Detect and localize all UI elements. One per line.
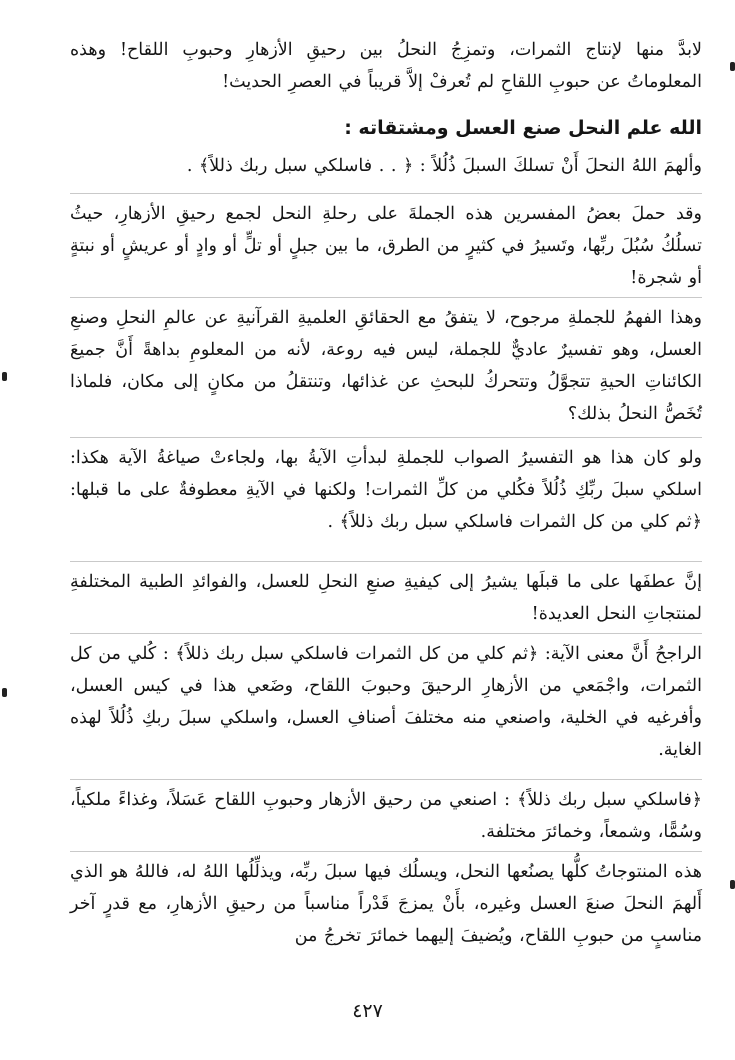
intro-paragraph [70, 34, 702, 98]
paragraph-4 [70, 442, 702, 538]
paragraph-text: وهذا الفهمُ للجملةِ مرجوح، لا يتفقُ مع الحقائقِ العلميةِ القرآنيةِ عن عالمِ النحلِ وصنعِ العسل، وهو تفسيرٌ عاديٌّ للجملة، ليس فيه روعة، لأنه من المعلومِ بداهةً أَنَّ جميعَ الكائناتِ الحيةِ تتجوَّلُ وتتحركُ للبحثِ عن غذائها، وتنتقلُ من مكانٍ إلى مكان، فلماذا تُخَصُّ النحلُ بذلك؟ [70, 308, 702, 424]
paragraph-7 [70, 784, 702, 848]
paragraph-divider [70, 779, 702, 780]
scan-edge-mark [730, 880, 735, 889]
paragraph-text: وقد حملَ بعضُ المفسرين هذه الجملةَ على رحلةِ النحل لجمع رحيقِ الأزهارِ، حيثُ تسلُكُ سُبُلَ ربِّها، وتَسيرُ في كثيرٍ من الطرق، ما بين جبلٍ أو تلٍّ أو وادٍ أو عريشٍ أو نبتةٍ أو شجرة! [70, 204, 702, 288]
paragraph-text: الراجحُ أَنَّ معنى الآية: ﴿ثم كلي من كل الثمرات فاسلكي سبل ربك ذللاً﴾ : كُلي من كل الثمرات، واجْمَعي من الأزهارِ الرحيقَ وحبوبَ اللقاح، وضَعي هذا في كيس العسل، وأفرغيه في الخلية، واصنعي منه مختلفَ أصنافِ العسل، واسلكي سبلَ ربكِ ذُلُلاً لهذه الغاية. [70, 644, 702, 760]
paragraph-divider [70, 561, 702, 562]
page-number: ٤٢٧ [352, 1000, 383, 1022]
paragraph-3 [70, 302, 702, 430]
scan-edge-mark [2, 688, 7, 697]
intro-text: لابدَّ منها لإنتاج الثمرات، وتمزِجُ النحلُ بين رحيقِ الأزهارِ وحبوبِ اللقاح! وهذه المعلوماتُ عن حبوبِ اللقاحِ لم تُعرفْ إلاَّ قريباً في العصرِ الحديث! [70, 40, 702, 92]
paragraph-6 [70, 638, 702, 766]
paragraph-text: هذه المنتوجاتُ كلُّها يصنُعها النحل، ويسلُك فيها سبلَ ربِّه، ويذلِّلُها اللهُ له، فاللهُ هو الذي أَلهمَ النحلَ صنعَ العسل وغيره، بأَنْ يمزجَ قَدْراً مناسباً من رحيقِ الأزهارِ، مع قدرٍ آخر مناسبٍ من حبوبِ اللقاح، ويُضيفَ إليهما خمائرَ تخرجُ من [70, 862, 702, 946]
paragraph-2 [70, 198, 702, 294]
paragraph-8 [70, 856, 702, 952]
paragraph-text: وألهمَ اللهُ النحلَ أَنْ تسلكَ السبلَ ذُلُلاً : ﴿ . . فاسلكي سبل ربك ذللاً﴾ . [186, 156, 702, 176]
scan-edge-mark [2, 372, 7, 381]
section-heading: الله علم النحل صنع العسل ومشتقاته : [344, 117, 702, 139]
scan-edge-mark [730, 62, 735, 71]
paragraph-5 [70, 566, 702, 630]
paragraph-divider [70, 437, 702, 438]
paragraph-divider [70, 297, 702, 298]
paragraph-1 [70, 150, 702, 182]
paragraph-text: ﴿فاسلكي سبل ربك ذللاً﴾ : اصنعي من رحيق الأزهار وحبوبِ اللقاح عَسَلاً، وغذاءً ملكياً، وسُمًّا، وشمعاً، وخمائرَ مختلفة. [70, 790, 702, 842]
paragraph-divider [70, 851, 702, 852]
paragraph-text: ولو كان هذا هو التفسيرُ الصواب للجملةِ لبدأتِ الآيةُ بها، ولجاءتْ صياغةُ الآية هكذا: اسلكي سبلَ ربِّكِ ذُلُلاً فكُلي من كلِّ الثمرات! ولكنها في الآيةِ معطوفةٌ على ما قبلها: ﴿ثم كلي من كل الثمرات فاسلكي سبل ربك ذللاً﴾ . [70, 448, 702, 532]
paragraph-divider [70, 193, 702, 194]
paragraph-divider [70, 633, 702, 634]
paragraph-text: إنَّ عطفَها على ما قبلَها يشيرُ إلى كيفيةِ صنعِ النحلِ للعسل، والفوائدِ الطبية المختلفةِ لمنتجاتِ النحل العديدة! [70, 572, 702, 624]
